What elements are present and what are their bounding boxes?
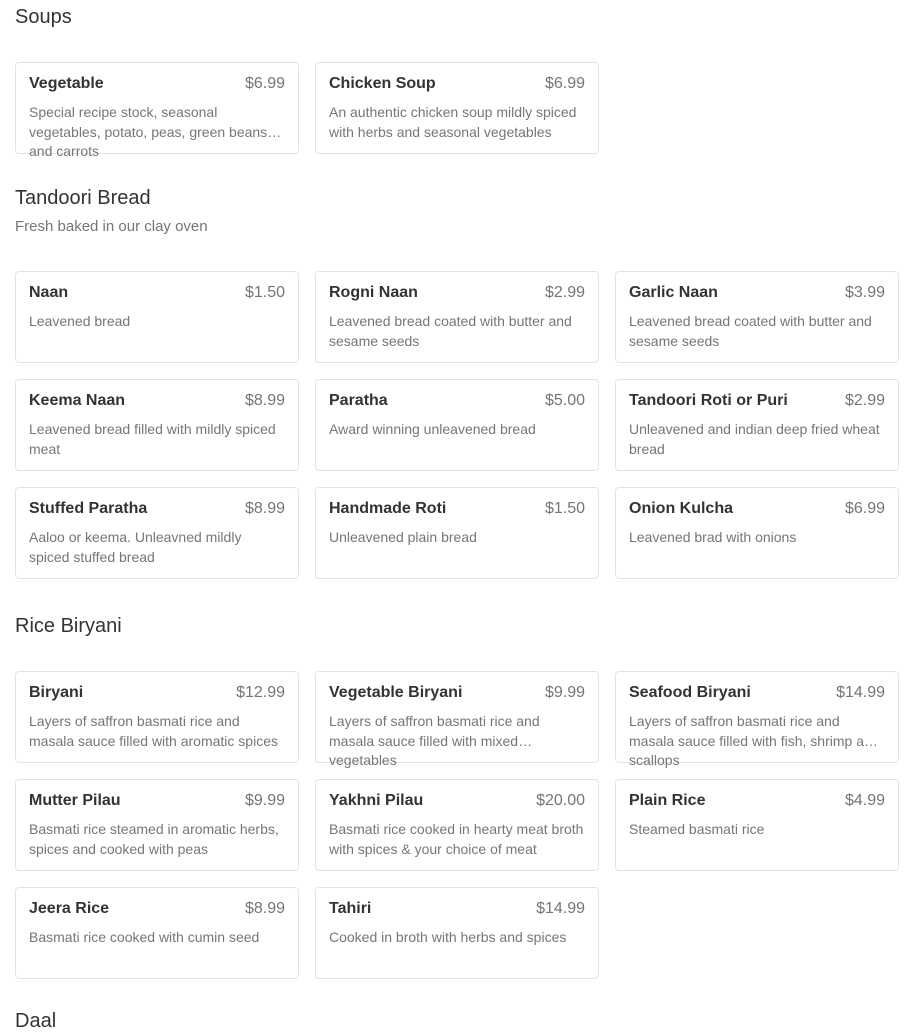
menu-item-header [29, 75, 285, 97]
menu-item-header [329, 392, 585, 414]
menu-item-card-rogni-naan[interactable] [315, 271, 599, 363]
menu-item-header [329, 500, 585, 522]
menu-item-name: Jeera Rice [29, 900, 110, 917]
menu-item-card-yakhni-pilau[interactable] [315, 779, 599, 871]
menu-item-name: Naan [29, 284, 69, 301]
menu-item-header [329, 684, 585, 706]
menu-item-name: Onion Kulcha [629, 500, 733, 517]
menu-item-card-vegetable[interactable] [15, 62, 299, 159]
menu-item-description: Steamed basmati rice [629, 821, 765, 837]
menu-item-card-jeera-rice[interactable] [15, 887, 299, 979]
menu-item-header [629, 500, 885, 522]
menu-item-price: $8.99 [244, 392, 285, 409]
menu-item-card-biryani[interactable] [15, 671, 299, 763]
section-title-soups: Soups [15, 6, 72, 28]
menu-item-price: $8.99 [244, 500, 285, 517]
menu-item-name: Chicken Soup [329, 75, 436, 92]
menu-item-name: Tandoori Roti or Puri [629, 392, 788, 409]
menu-item-price: $1.50 [244, 284, 285, 301]
menu-item-header [629, 792, 885, 814]
menu-item-description: Basmati rice cooked with cumin seed [29, 929, 260, 945]
section-title-tandoori-bread: Tandoori Bread [15, 187, 151, 209]
menu-item-name: Garlic Naan [629, 284, 718, 301]
menu-item-card-garlic-naan[interactable] [615, 271, 899, 363]
menu-item-name: Biryani [29, 684, 84, 701]
menu-items-grid [15, 271, 900, 579]
menu-item-description: Leavened bread [29, 313, 131, 329]
menu-item-price: $6.99 [244, 75, 285, 92]
menu-item-price: $14.99 [536, 900, 585, 917]
menu-item-description: Basmati rice steamed in aromatic herbs, spices and cooked with peas [29, 821, 279, 857]
menu-item-price: $1.50 [544, 500, 585, 517]
section-title-daal: Daal [15, 1010, 57, 1032]
menu-item-header [29, 900, 285, 922]
menu-item-description: Basmati rice cooked in hearty meat broth with spices & your choice of meat [329, 821, 584, 857]
menu-item-price: $9.99 [544, 684, 585, 701]
menu-item-card-keema-naan[interactable] [15, 379, 299, 471]
menu-item-header [29, 500, 285, 522]
menu-item-name: Seafood Biryani [629, 684, 751, 701]
menu-item-description: Leavened bread coated with butter and sesame seeds [329, 313, 572, 349]
menu-item-description: Leavened bread coated with butter and sesame seeds [629, 313, 872, 349]
menu-item-name: Paratha [329, 392, 388, 409]
menu-item-card-naan[interactable] [15, 271, 299, 363]
menu-item-price: $14.99 [836, 684, 885, 701]
menu-item-price: $8.99 [244, 900, 285, 917]
menu-item-description: Layers of saffron basmati rice and masala sauce filled with mixed vegetables [329, 713, 540, 768]
menu-item-description: Aaloo or keema. Unleavned mildly spiced stuffed bread [29, 529, 242, 565]
menu-item-name: Handmade Roti [329, 500, 447, 517]
menu-item-card-handmade-roti[interactable] [315, 487, 599, 579]
menu-item-description: Unleavened plain bread [329, 529, 477, 545]
menu-items-grid [15, 671, 900, 979]
menu-item-header [29, 284, 285, 306]
menu-item-name: Rogni Naan [329, 284, 418, 301]
menu-item-card-vegetable-biryani[interactable] [315, 671, 599, 768]
menu-item-card-paratha[interactable] [315, 379, 599, 471]
menu-item-header [629, 684, 885, 706]
menu-item-name: Tahiri [329, 900, 372, 917]
menu-item-price: $20.00 [536, 792, 585, 809]
menu-item-card-plain-rice[interactable] [615, 779, 899, 871]
menu-item-name: Stuffed Paratha [29, 500, 148, 517]
menu-item-card-chicken-soup[interactable] [315, 62, 599, 154]
menu-item-name: Mutter Pilau [29, 792, 121, 809]
menu-item-price: $3.99 [844, 284, 885, 301]
menu-item-name: Keema Naan [29, 392, 126, 409]
menu-items-grid [15, 62, 900, 159]
menu-item-name: Vegetable [29, 75, 104, 92]
menu-item-header [329, 792, 585, 814]
menu-item-description: Award winning unleavened bread [329, 421, 536, 437]
menu-item-description: Cooked in broth with herbs and spices [329, 929, 567, 945]
menu-item-header [329, 284, 585, 306]
menu-item-price: $2.99 [844, 392, 885, 409]
menu-item-description: An authentic chicken soup mildly spiced with herbs and seasonal vegetables [329, 104, 577, 140]
menu-item-price: $2.99 [544, 284, 585, 301]
menu-item-card-mutter-pilau[interactable] [15, 779, 299, 871]
menu-item-card-tahiri[interactable] [315, 887, 599, 979]
menu-item-name: Yakhni Pilau [329, 792, 424, 809]
menu-item-price: $6.99 [844, 500, 885, 517]
menu-item-header [629, 284, 885, 306]
menu-item-price: $4.99 [844, 792, 885, 809]
menu-item-card-onion-kulcha[interactable] [615, 487, 899, 579]
menu-item-description: Leavened bread filled with mildly spiced meat [29, 421, 276, 457]
menu-item-header [29, 684, 285, 706]
menu-item-header [629, 392, 885, 414]
menu-item-price: $5.00 [544, 392, 585, 409]
menu-item-card-stuffed-paratha[interactable] [15, 487, 299, 579]
menu-item-header [329, 75, 585, 97]
menu-item-description: Layers of saffron basmati rice and masala sauce filled with aromatic spices [29, 713, 278, 749]
menu-item-description: Special recipe stock, seasonal vegetables, potato, peas, green beans and carrots [29, 104, 268, 159]
section-title-rice-biryani: Rice Biryani [15, 615, 122, 637]
menu-item-description: Leavened brad with onions [629, 529, 797, 545]
section-subtitle: Fresh baked in our clay oven [15, 218, 208, 235]
menu-item-price: $12.99 [236, 684, 285, 701]
menu-item-description: Layers of saffron basmati rice and masala sauce filled with fish, shrimp and scallops [629, 713, 880, 768]
menu-item-price: $6.99 [544, 75, 585, 92]
menu-item-price: $9.99 [244, 792, 285, 809]
menu-item-header [29, 792, 285, 814]
menu-item-card-seafood-biryani[interactable] [615, 671, 899, 768]
menu-item-header [329, 900, 585, 922]
menu-item-description: Unleavened and indian deep fried wheat bread [629, 421, 880, 457]
menu-item-name: Vegetable Biryani [329, 684, 463, 701]
menu-item-card-tandoori-roti-or-puri[interactable] [615, 379, 899, 471]
menu-item-header [29, 392, 285, 414]
menu-item-name: Plain Rice [629, 792, 706, 809]
